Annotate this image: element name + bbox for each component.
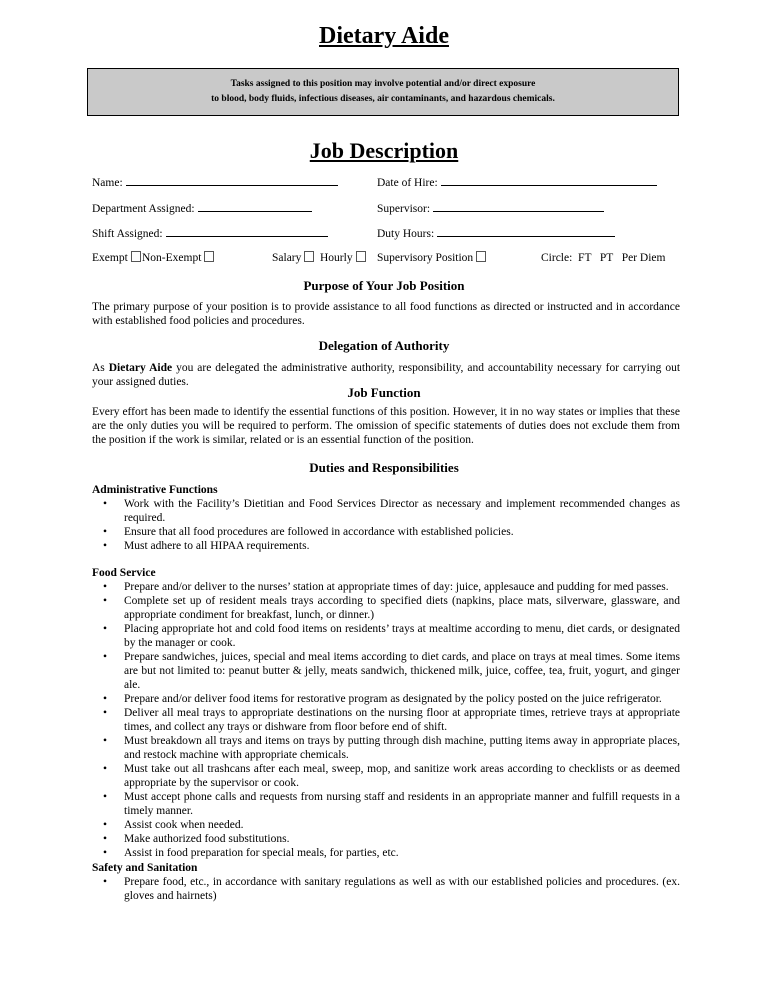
name-line[interactable] xyxy=(126,175,338,186)
non-exempt-label: Non-Exempt xyxy=(142,252,202,264)
exposure-notice xyxy=(87,68,679,116)
list-item: • Ensure that all food procedures are followed in accordance with established policies. xyxy=(92,525,680,539)
list-item: • Placing appropriate hot and cold food items on residents’ trays at mealtime according to menu, diet cards, or designated by the manager or cook. xyxy=(92,622,680,650)
salary-label: Salary xyxy=(272,252,302,264)
department-line[interactable] xyxy=(198,201,312,212)
administrative-functions-list xyxy=(92,497,680,553)
list-item: • Must accept phone calls and requests from nursing staff and residents in an appropriate manner and fulfill requests in a timely manner. xyxy=(92,790,680,818)
list-item: • Prepare and/or deliver food items for restorative program as designated by the policy posted on the juice refrigerator. xyxy=(92,692,680,706)
supervisor-line[interactable] xyxy=(433,201,604,212)
date-of-hire-field[interactable] xyxy=(377,175,657,190)
duty-hours-line[interactable] xyxy=(437,226,615,237)
food-service-list xyxy=(92,580,680,860)
delegation-text-before: As xyxy=(92,362,109,374)
exempt-option[interactable] xyxy=(92,251,141,265)
job-description-title: Job Description xyxy=(309,138,459,163)
purpose-text: The primary purpose of your position is to provide assistance to all food functions as directed or instructed and in accordance with established food policies and procedures. xyxy=(92,301,680,327)
non-exempt-checkbox[interactable] xyxy=(204,251,214,262)
supervisor-field[interactable] xyxy=(377,201,604,216)
supervisory-checkbox[interactable] xyxy=(476,251,486,262)
duties-heading: Duties and Responsibilities xyxy=(309,460,459,475)
supervisory-option[interactable] xyxy=(377,251,486,265)
job-function-heading: Job Function xyxy=(347,385,421,400)
document-title: Dietary Aide xyxy=(319,23,449,49)
name-field[interactable] xyxy=(92,175,338,190)
hourly-option[interactable] xyxy=(320,251,366,265)
non-exempt-option[interactable] xyxy=(142,251,214,265)
list-item: • Must breakdown all trays and items on trays by putting through dish machine, putting items away in appropriate places, and restock machine with appropriate chemicals. xyxy=(92,734,680,762)
list-item: • Work with the Facility’s Dietitian and Food Services Director as necessary and implement recommended changes as required. xyxy=(92,497,680,525)
delegation-heading: Delegation of Authority xyxy=(318,338,450,353)
list-item: • Complete set up of resident meals trays according to specified diets (napkins, place mats, silverware, glassware, and appropriate condiment for breakfast, lunch, or dinner.) xyxy=(92,594,680,622)
notice-line-1: Tasks assigned to this position may involve potential and/or direct exposure xyxy=(230,79,536,89)
shift-label: Shift Assigned: xyxy=(92,228,163,240)
exempt-label: Exempt xyxy=(92,252,128,264)
duty-hours-field[interactable] xyxy=(377,226,615,241)
shift-line[interactable] xyxy=(166,226,328,237)
safety-sanitation-heading: Safety and Sanitation xyxy=(92,862,198,874)
administrative-functions-heading: Administrative Functions xyxy=(92,484,218,496)
delegation-text-after: you are delegated the administrative authority, responsibility, and accountability necessary for carrying out your assigned duties. xyxy=(92,362,681,388)
list-item: • Must take out all trashcans after each meal, sweep, mop, and sanitize work areas according to checklists or as deemed appropriate by the supervisor or cook. xyxy=(92,762,680,790)
list-item: • Prepare sandwiches, juices, special and meal items according to diet cards, and place on trays at meal times. Some items are but not limited to: peanut butter & jelly, meats sandwich, thickened milk, juice, coffee, tea, fruit, yogurt, and ginger ale. xyxy=(92,650,680,692)
name-label: Name: xyxy=(92,177,123,189)
delegation-role: Dietary Aide xyxy=(108,362,173,374)
exempt-checkbox[interactable] xyxy=(131,251,141,262)
hourly-label: Hourly xyxy=(320,252,353,264)
department-label: Department Assigned: xyxy=(92,203,195,215)
hourly-checkbox[interactable] xyxy=(356,251,366,262)
safety-sanitation-list xyxy=(92,875,680,903)
list-item: • Deliver all meal trays to appropriate destinations on the nursing floor at appropriate times, retrieve trays at appropriate times, and collect any trays or dishware from floor before end of shift. xyxy=(92,706,680,734)
food-service-heading: Food Service xyxy=(92,567,156,579)
date-of-hire-label: Date of Hire: xyxy=(377,177,438,189)
duty-hours-label: Duty Hours: xyxy=(377,228,435,240)
salary-checkbox[interactable] xyxy=(304,251,314,262)
list-item: • Assist in food preparation for special meals, for parties, etc. xyxy=(92,846,680,860)
list-item: • Prepare and/or deliver to the nurses’ station at appropriate times of day: juice, applesauce and pudding for med passes. xyxy=(92,580,680,594)
list-item: • Make authorized food substitutions. xyxy=(92,832,680,846)
supervisor-label: Supervisor: xyxy=(377,203,431,215)
department-field[interactable] xyxy=(92,201,312,216)
employment-type-circle[interactable]: Circle: FT PT Per Diem xyxy=(541,252,666,264)
list-item: • Prepare food, etc., in accordance with sanitary regulations as well as with our established policies and procedures. (ex. gloves and hairnets) xyxy=(92,875,680,903)
list-item: • Assist cook when needed. xyxy=(92,818,680,832)
date-of-hire-line[interactable] xyxy=(441,175,657,186)
job-function-text: Every effort has been made to identify the essential functions of this position. However, it in no way states or implies that these are the only duties you will be required to perform. The omission of specific statements of duties does not exclude them from the position if the work is similar, related or is an essential function of the position. xyxy=(92,406,680,446)
list-item: • Must adhere to all HIPAA requirements. xyxy=(92,539,680,553)
shift-field[interactable] xyxy=(92,226,328,241)
salary-option[interactable] xyxy=(272,251,314,265)
notice-line-2: to blood, body fluids, infectious diseases, air contaminants, and hazardous chemicals. xyxy=(211,94,555,104)
purpose-heading: Purpose of Your Job Position xyxy=(303,278,465,293)
supervisory-label: Supervisory Position xyxy=(377,252,474,264)
